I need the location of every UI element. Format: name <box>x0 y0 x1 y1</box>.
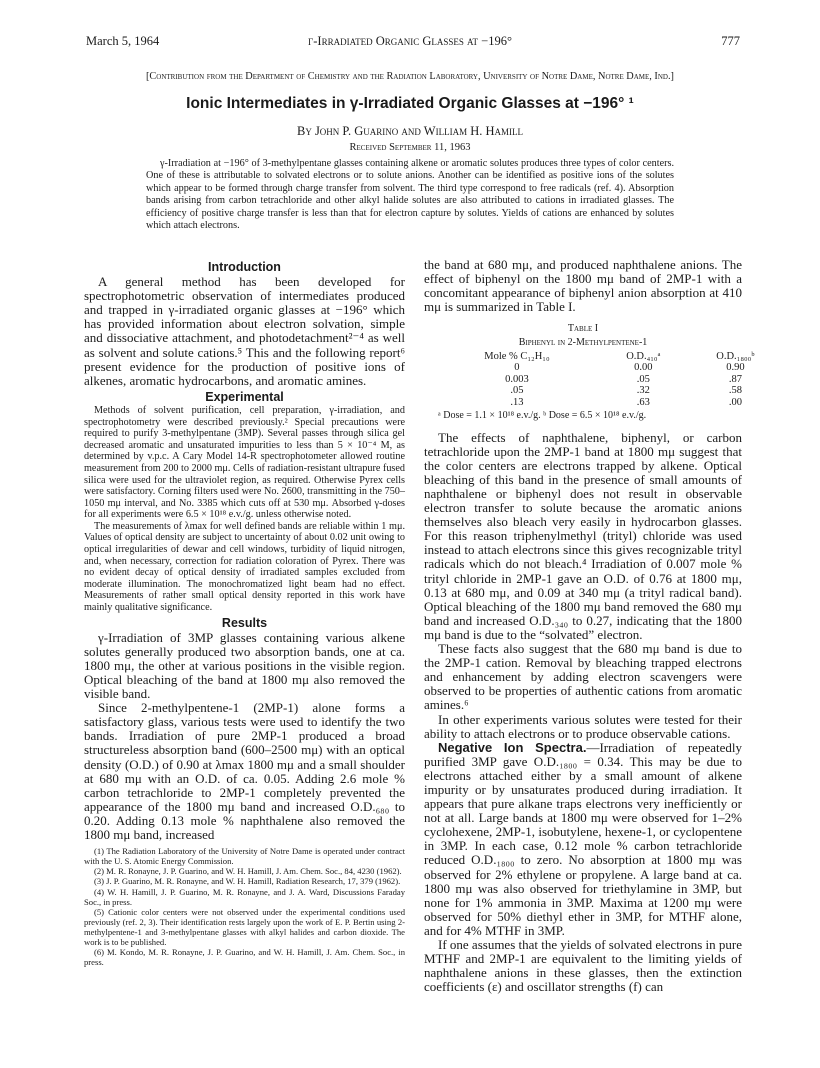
header-page-number: 777 <box>721 34 740 48</box>
table-cell: 0.003 <box>505 373 529 385</box>
paragraph-text: —Irradiation of repeatedly purified 3MP gave O.D.₁₈₀₀ = 0.34. This may be due to electrons attached either by a small amount of alkene impurity or by unsaturates produced during irradiation. It appears that pure alkane traps electrons very inefficiently or not at all. Large bands at 1800 mμ were observed for 1–2% cyclohexene, 2MP-1, isobutylene, hexene-1, or cyclopentene in 3MP. In each case, 0.12 mole % carbon tetrachloride reduced O.D.₁₈₀₀ to zero. No absorption at 1800 mμ was observed for 2% ethylene or propylene. A large band at ca. 1800 mμ was also observed for triethylamine in 3MP, but none for 1% ammonia in 3MP. Maxima at 1200 mμ were observed for 50% diethyl ether in 3MP, for MTHF alone, and for 4% MTHF in 3MP. <box>424 739 742 938</box>
footnote: (2) M. R. Ronayne, J. P. Guarino, and W. H. Hamill, J. Am. Chem. Soc., 84, 4230 (1962). <box>94 866 402 877</box>
run-in-heading: Negative Ion Spectra. <box>438 739 587 755</box>
table-cell: .63 <box>636 396 650 408</box>
paragraph: If one assumes that the yields of solvated electrons in pure MTHF and 2MP-1 are equivalent to the limiting yields of naphthalene anions in these glasses, then the extinction coefficients (ε) and oscillator strengths (f) can <box>424 937 742 995</box>
section-heading-introduction: Introduction <box>208 260 281 274</box>
table-footnote: ᵃ Dose = 1.1 × 10¹⁸ e.v./g. ᵇ Dose = 6.5 × 10¹⁸ e.v./g. <box>438 409 647 421</box>
table-row <box>434 385 784 397</box>
table-cell: .13 <box>510 396 524 408</box>
table-cell: .87 <box>728 373 742 385</box>
table-cell: .58 <box>728 385 742 397</box>
paragraph: In other experiments various solutes were tested for their ability to attach electrons or to produce observable cations. <box>424 711 742 741</box>
footnote: (6) M. Kondo, M. R. Ronayne, J. P. Guarino, and W. H. Hamill, J. Am. Chem. Soc., in press. <box>84 947 405 968</box>
footnote: (3) J. P. Guarino, M. R. Ronayne, and W. H. Hamill, Radiation Research, 17, 379 (1962). <box>94 876 401 887</box>
paragraph: A general method has been developed for spectrophotometric observation of intermediates produced and trapped in γ-irradiated organic glasses at −196° which has provided information about electron solvation, simple and dissociative attachment, and photodetachment²⁻⁴ as well as solvent and solute cations.⁵ This and the following report⁶ present evidence for the production of positive ions of alkenes, aromatic hydrocarbons, and aromatic amines. <box>84 274 405 388</box>
table-caption: Biphenyl in 2-Methylpentene-1 <box>518 337 648 349</box>
footnote: (1) The Radiation Laboratory of the University of Notre Dame is operated under contract with the U. S. Atomic Energy Commission. <box>84 846 405 867</box>
abstract: γ-Irradiation at −196° of 3-methylpentane glasses containing alkene or aromatic solutes produces three types of color centers. One of these is attributable to solvated electrons or to solute anions. Another can be identified as positive ions of the solutes which appear to be formed through charge transfer from solvent. The third type correspond to free radicals (ref. 4). Absorption bands arising from carbon tetrachloride and other alkyl halide solutes are also attributed to cations in irradiated glasses. The efficiency of positive charge transfer is less than that for electron capture by solutes. Yields of cations are enhanced by solutes which attach electrons. <box>146 158 674 232</box>
table-row <box>434 397 784 409</box>
paragraph-negative-ion-spectra <box>424 741 742 938</box>
paragraph: The measurements of λmax for well defined bands are reliable within 1 mμ. Values of optical density are subject to uncertainty of about 0.02 unit owing to optical irregularities of dewar and cell windows, turbidity of liquid nitrogen, and, when necessary, correction for radiation coloration of Pyrex. There was no evident decay of optical density of irradiated samples excluded from moderate illumination. The monochromatized light beam had no effect. Measurements of rather small optical density reported in this work have mainly qualitative significance. <box>84 520 405 614</box>
paragraph: The effects of naphthalene, biphenyl, or carbon tetrachloride upon the 2MP-1 band at 1800 mμ suggest that the color centers are electrons trapped by alkene. Optical bleaching of this band in the presence of small amounts of naphthalene or biphenyl does not result in observable electron transfer to solute because the aromatic anions themselves also bleach very easily in hydrocarbon glasses. For this reason triphenylmethyl (trityl) chloride was used instead to attach electrons since this gives recognizable trityl radicals which do not bleach.⁴ Irradiation of 0.007 mole % trityl chloride in 2MP-1 gave an O.D. of 0.76 at 1800 mμ, 0.13 at 680 mμ, and 0.09 at 340 mμ (a trityl radical band). Optical bleaching of the 1800 mμ band removed the 680 mμ band and increased O.D.₃₄₀ to 0.27, indicating that the 1800 mμ band is due to the “solvated” electron. <box>424 429 742 642</box>
table-cell: 0 <box>514 362 520 374</box>
table-cell: .00 <box>728 396 742 408</box>
table-row <box>434 362 784 374</box>
header-date: March 5, 1964 <box>86 34 160 48</box>
table-header-cell: O.D.₄₁₀ᵃ <box>626 350 661 362</box>
header-running-title: γ-Irradiated Organic Glasses at −196° <box>308 34 512 48</box>
table-header-cell: Mole % C₁₂H₁₀ <box>484 350 550 362</box>
footnotes <box>84 846 405 967</box>
paper-title: Ionic Intermediates in γ-Irradiated Organic Glasses at −196° ¹ <box>186 95 634 112</box>
section-heading-experimental: Experimental <box>205 389 284 404</box>
byline: By John P. Guarino and William H. Hamill <box>296 124 524 138</box>
contribution-line: [Contribution from the Department of Chemistry and the Radiation Laboratory, University of Notre Dame, Notre Dame, Ind.] <box>146 71 674 82</box>
table-cell: 0.00 <box>634 362 653 374</box>
table-row <box>434 374 784 386</box>
table-cell: .05 <box>636 373 650 385</box>
table-cell: .32 <box>636 385 650 397</box>
section-heading-results: Results <box>221 615 268 630</box>
table-header-cell: O.D.₁₈₀₀ᵇ <box>716 350 755 362</box>
table-cell: .05 <box>510 385 524 397</box>
paragraph: the band at 680 mμ, and produced naphthalene anions. The effect of biphenyl on the 1800 mμ band of 2MP-1 with a concomitant appearance of biphenyl anion absorption at 410 mμ is summarized in Table I. <box>424 257 742 315</box>
table-label: Table I <box>567 323 599 335</box>
received-date: Received September 11, 1963 <box>349 142 471 153</box>
table-cell: 0.90 <box>726 362 745 374</box>
footnote: (4) W. H. Hamill, J. P. Guarino, M. R. Ronayne, and J. A. Ward, Discussions Faraday Soc., in press. <box>84 886 405 907</box>
paragraph: Since 2-methylpentene-1 (2MP-1) alone forms a satisfactory glass, various tests were used to identify the two bands. Irradiation of pure 2MP-1 produced a broad structureless absorption band (600–2500 mμ) with an optical density (O.D.) of 0.90 at λmax 1800 mμ and a small shoulder at 680 mμ with an O.D. of ca. 0.05. Adding 2.6 mole % carbon tetrachloride to 2MP-1 completely prevented the appearance of the 1800 mμ band and increased O.D.₆₈₀ to 0.20. Adding 0.13 mole % naphthalene also removed the 1800 mμ band, increased <box>84 700 405 843</box>
paragraph: These facts also suggest that the 680 mμ band is due to the 2MP-1 cation. Removal by bleaching trapped electrons and enhancement by adding electron scavengers were observed to be properties of authentic cations from aromatic amines.⁶ <box>424 641 742 713</box>
data-table <box>434 351 784 409</box>
paragraph: Methods of solvent purification, cell preparation, γ-irradiation, and spectrophotometry were described previously.² Special precautions were required to purify 3-methylpentane (3MP). Several passes through silica gel decreased aromatic and unsaturated impurities to less than 5 × 10⁻⁴ M, as determined by v.p.c. A Cary Model 14-R spectrophotometer allowed routine measurement from 200 to 2000 mμ. Cells of radiation-resistant ultrapure fused silica were used for the ultraviolet region, as required. Otherwise Pyrex cells were satisfactory. Corning filters used were No. 2600, transmitting in the 750–1050 mμ interval, and No. 3385 which cuts off at 530 mμ. Absorbed γ-doses for all experiments were 6.5 × 10¹⁸ e.v./g. unless otherwise noted. <box>84 404 405 521</box>
experimental-block <box>84 405 405 614</box>
footnote: (5) Cationic color centers were not observed under the experimental conditions used previously (ref. 2, 3). Their identification rests largely upon the work of E. P. Bertin using 2-methylpentene-1 and 3-methylpentane glasses with alkyl halides and carbon dioxide. The work is to be published. <box>84 906 405 947</box>
paragraph: γ-Irradiation of 3MP glasses containing various alkene solutes generally produced two absorption bands, one at ca. 1800 mμ, the other at various positions in the visible region. Optical bleaching of the band at 1800 mμ also removed the visible band. <box>84 629 405 702</box>
left-column <box>84 258 405 967</box>
table-1 <box>424 322 755 422</box>
right-column <box>424 257 755 995</box>
table-header-row <box>434 351 784 363</box>
